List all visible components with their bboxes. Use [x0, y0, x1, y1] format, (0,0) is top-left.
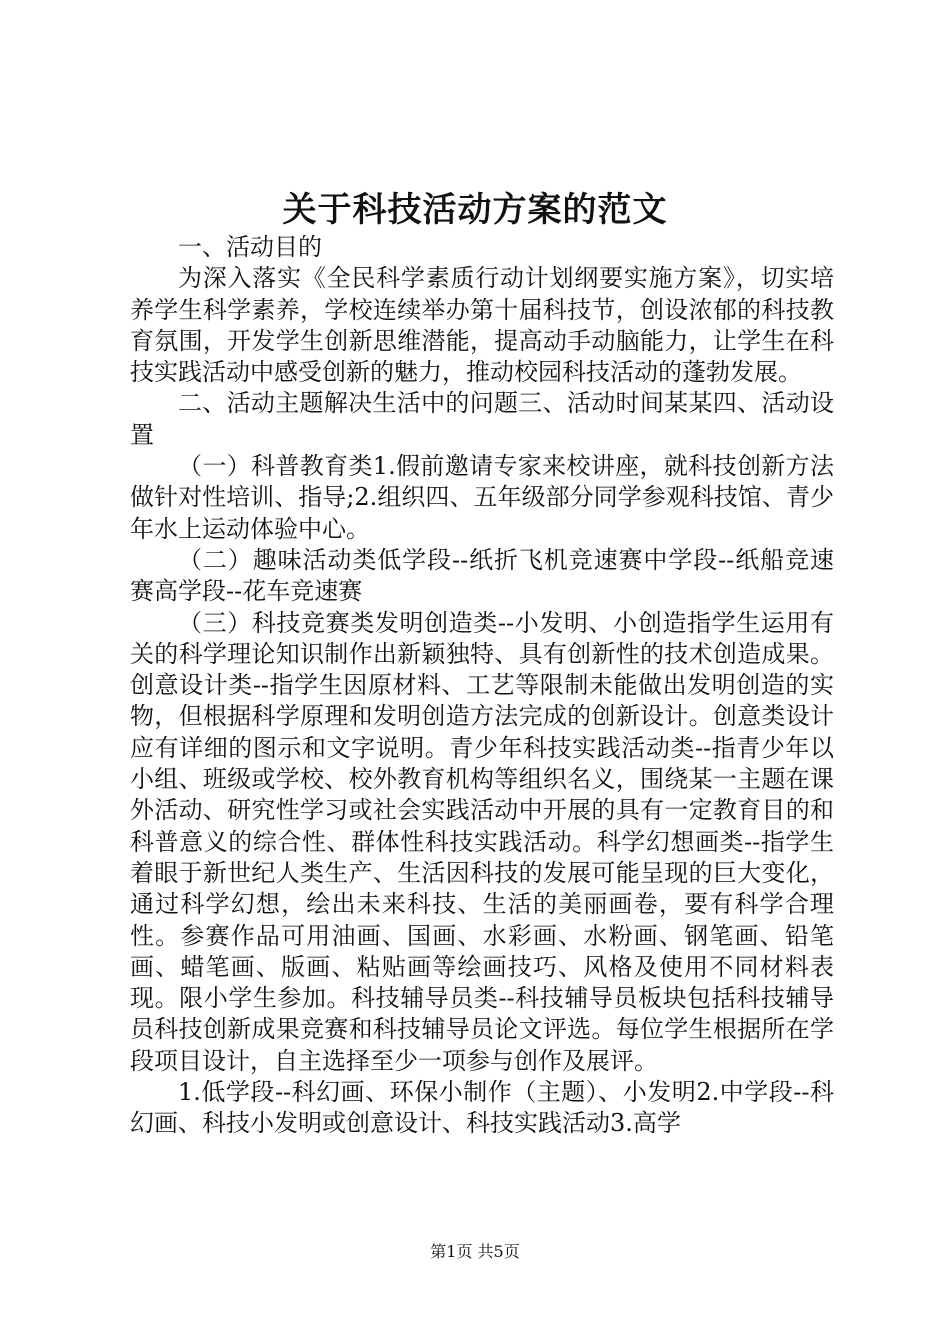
paragraph-grade-levels: 1.低学段--科幻画、环保小制作（主题）、小发明2.中学段--科幻画、科技小发明或创意设计、科技实践活动3.高学: [130, 1078, 834, 1138]
paragraph-purpose: 为深入落实《全民科学素质行动计划纲要实施方案》，切实培养学生科学素养，学校连续举办第十届科技节，创设浓郁的科技教育氛围，开发学生创新思维潜能，提高动手动脑能力，让学生在科技实践活动中感受创新的魅力，推动校园科技活动的蓬勃发展。: [130, 264, 834, 387]
paragraph-theme-time-setup: 二、活动主题解决生活中的问题三、活动时间某某四、活动设置: [130, 389, 834, 449]
document-title: 关于科技活动方案的范文: [282, 190, 668, 230]
page-footer: 第1页 共5页: [430, 1242, 520, 1261]
paragraph-fun-activities: （二）趣味活动类低学段--纸折飞机竞速赛中学段--纸船竞速赛高学段--花车竞速赛: [130, 545, 834, 606]
paragraph-competitions: （三）科技竞赛类发明创造类--小发明、小创造指学生运用有关的科学理论知识制作出新颖独特、具有创新性的技术创造成果。创意设计类--指学生因原材料、工艺等限制未能做出发明创造的实物，但根据科学原理和发明创造方法完成的创新设计。创意类设计应有详细的图示和文字说明。青少年科技实践活动类--指青少年以小组、班级或学校、校外教育机构等组织名义，围绕某一主题在课外活动、研究性学习或社会实践活动中开展的具有一定教育目的和科普意义的综合性、群体性科技实践活动。科学幻想画类--指学生着眼于新世纪人类生产、生活因科技的发展可能呈现的巨大变化，通过科学幻想，绘出未来科技、生活的美丽画卷，要有科学合理性。参赛作品可用油画、国画、水彩画、水粉画、钢笔画、铅笔画、蜡笔画、版画、粘贴画等绘画技巧、风格及使用不同材料表现。限小学生参加。科技辅导员类--科技辅导员板块包括科技辅导员科技创新成果竞赛和科技辅导员论文评选。每位学生根据所在学段项目设计，自主选择至少一项参与创作及展评。: [130, 608, 834, 1075]
paragraph-science-education: （一）科普教育类1.假前邀请专家来校讲座，就科技创新方法做针对性培训、指导;2.组织四、五年级部分同学参观科技馆、青少年水上运动体验中心。: [130, 452, 834, 543]
section-heading-purpose: 一、活动目的: [178, 233, 322, 261]
document-body: [130, 232, 834, 1140]
